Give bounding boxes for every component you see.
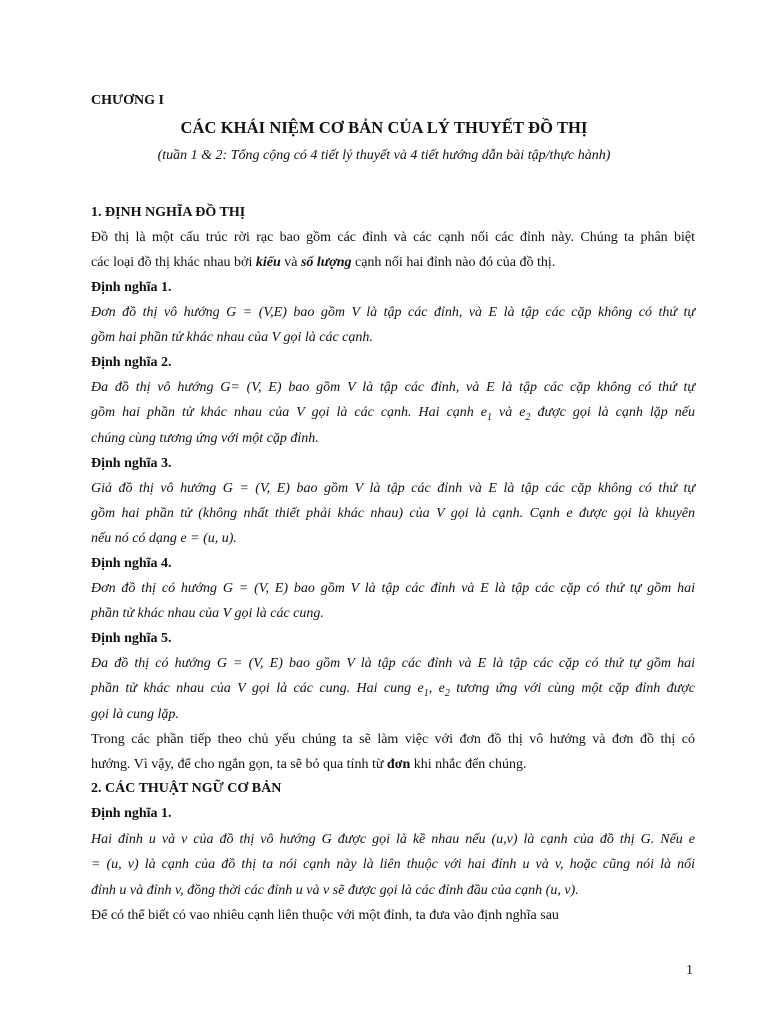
s1-def-3-line-2: gồm hai phần tử (không nhất thiết phải khác nhau) của V gọi là cạnh. Cạnh e được gọi là khuyên (91, 506, 695, 521)
s1-def-1-heading: Định nghĩa 1. (91, 280, 172, 295)
section-1-intro-line-2: các loại đồ thị khác nhau bởi kiểu và số lượng cạnh nối hai đỉnh nào đó của đồ thị. (91, 255, 556, 270)
s1-def-4-line-1: Đơn đồ thị có hướng G = (V, E) bao gồm V là tập các đỉnh và E là tập các cặp có thứ tự gồm hai (91, 581, 695, 596)
document-title: CÁC KHÁI NIỆM CƠ BẢN CỦA LÝ THUYẾT ĐỒ THỊ (180, 118, 588, 137)
s1-outro-line-1: Trong các phần tiếp theo chủ yếu chúng ta sẽ làm việc với đơn đồ thị vô hướng và đơn đồ thị có (91, 732, 695, 747)
s2-def-1-heading: Định nghĩa 1. (91, 806, 172, 821)
s1-def-5-line-2: phần tử khác nhau của V gọi là các cung. Hai cung $e_1$, $e_2$ tương ứng với cùng một cặp đỉnh được (91, 681, 695, 699)
s1-def-1-line-2: gồm hai phần tử khác nhau của V gọi là các cạnh. (91, 330, 373, 345)
s1-def-1-line-1: Đơn đồ thị vô hướng G = (V,E) bao gồm V là tập các đỉnh, và E là tập các cặp không có thứ tự (91, 305, 695, 320)
section-1-heading: 1. ĐỊNH NGHĨA ĐỒ THỊ (91, 205, 246, 220)
s1-def-2-line-2: gồm hai phần tử khác nhau của V gọi là các cạnh. Hai cạnh $e_1$ và $e_2$ được gọi là cạnh lặp nếu (91, 405, 695, 423)
chapter-label: CHƯƠNG I (91, 93, 164, 108)
s2-def-1-line-2: = (u, v) là cạnh của đồ thị ta nói cạnh này là liên thuộc với hai đỉnh u và v, hoặc cũng nói là nối (91, 857, 695, 872)
s1-def-3-heading: Định nghĩa 3. (91, 456, 172, 471)
s1-def-4-line-2: phần tử khác nhau của V gọi là các cung. (91, 606, 324, 621)
s1-def-4-heading: Định nghĩa 4. (91, 556, 172, 571)
s1-def-5-line-1: Đa đồ thị có hướng G = (V, E) bao gồm V là tập các đỉnh và E là tập các cặp có thứ tự gồm hai (91, 656, 695, 671)
s1-def-2-heading: Định nghĩa 2. (91, 355, 172, 370)
s1-def-5-heading: Định nghĩa 5. (91, 631, 172, 646)
section-1-intro-line-1: Đồ thị là một cấu trúc rời rạc bao gồm các đỉnh và các cạnh nối các đỉnh này. Chúng ta phân biệt (91, 230, 695, 245)
s1-def-2-line-1: Đa đồ thị vô hướng G= (V, E) bao gồm V là tập các đỉnh, và E là tập các cặp không có thứ tự (91, 380, 695, 395)
s2-def-1-line-1: Hai đỉnh u và v của đồ thị vô hướng G được gọi là kề nhau nếu (u,v) là cạnh của đồ thị G. Nếu e (91, 832, 695, 847)
page-number: 1 (686, 963, 693, 978)
s2-def-1-line-3: đỉnh u và đỉnh v, đồng thời các đỉnh u và v sẽ được gọi là các đỉnh đầu của cạnh (u, v). (91, 883, 579, 898)
s1-def-2-line-3: chúng cùng tương ứng với một cặp đỉnh. (91, 431, 319, 446)
s1-def-3-line-1: Giả đồ thị vô hướng G = (V, E) bao gồm V là tập các đỉnh và E là tập các cặp không có thứ tự (91, 481, 695, 496)
term-so-luong: số lượng (300, 255, 352, 270)
document-subtitle: (tuần 1 & 2: Tổng cộng có 4 tiết lý thuyết và 4 tiết hướng dẫn bài tập/thực hành) (157, 148, 611, 163)
term-don: đơn (386, 757, 411, 772)
s2-after-line-1: Để có thể biết có vao nhiêu cạnh liên thuộc với một đỉnh, ta đưa vào định nghĩa sau (91, 908, 559, 923)
section-2-heading: 2. CÁC THUẬT NGỮ CƠ BẢN (91, 781, 282, 796)
s1-outro-line-2: hướng. Vì vậy, để cho ngắn gọn, ta sẽ bỏ qua tính từ đơn khi nhắc đến chúng. (91, 757, 527, 772)
term-kieu: kiểu (255, 255, 281, 270)
s1-def-3-line-3: nếu nó có dạng e = (u, u). (91, 531, 237, 546)
s1-def-5-line-3: gọi là cung lặp. (91, 707, 179, 722)
